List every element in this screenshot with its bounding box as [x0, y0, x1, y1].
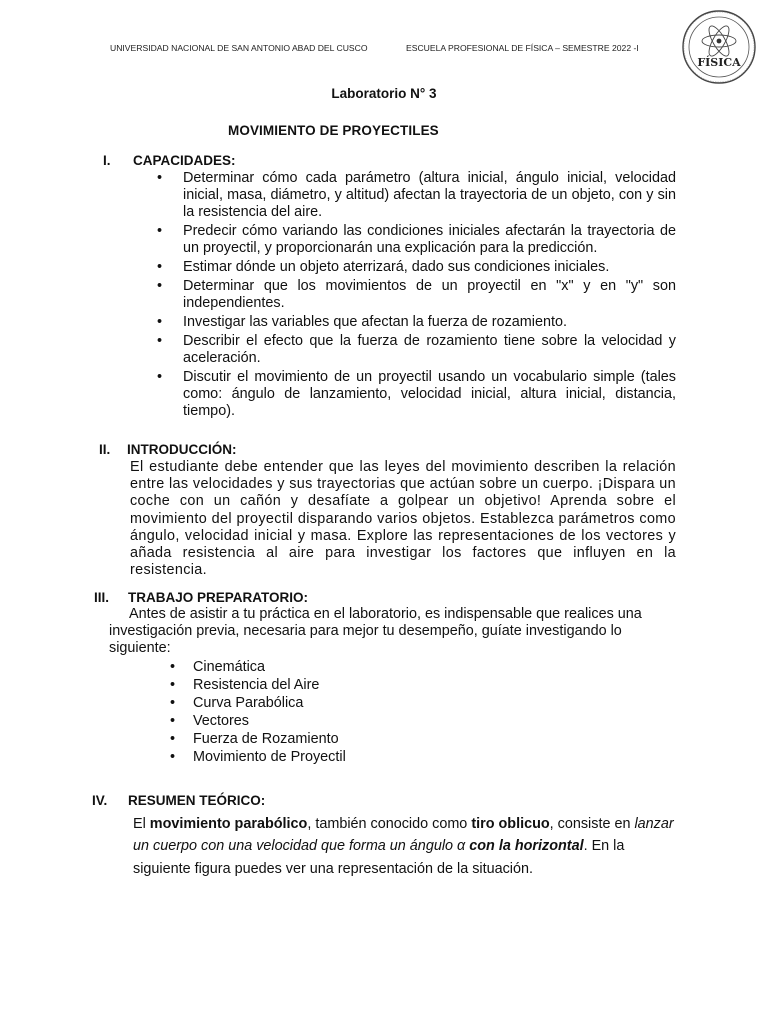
resumen-text: , consiste en: [549, 816, 635, 832]
resumen-bold-term: movimiento parabólico: [149, 816, 308, 832]
resumen-paragraph: [133, 813, 678, 880]
seal-text: FÍSICA: [697, 56, 741, 69]
university-seal-logo: [680, 8, 758, 86]
section-title: RESUMEN TEÓRICO:: [128, 793, 266, 808]
trabajo-paragraph: [109, 606, 676, 658]
section-title: INTRODUCCIÓN:: [127, 442, 237, 457]
resumen-italic-text: lanzar un cuerpo con una velocidad que forma un ángulo α: [133, 816, 674, 855]
resumen-text: . En la siguiente figura puedes ver una representación de la situación.: [133, 838, 625, 877]
list-item: • Predecir cómo variando las condiciones iniciales afectarán la trayectoria de un proyectil, y proporcionarán una explicación para la predicción.: [183, 223, 676, 257]
list-item: • Determinar que los movimientos de un proyectil en "x" y en "y" son independientes.: [183, 278, 676, 312]
list-item: • Cinemática: [193, 658, 346, 676]
list-item: • Fuerza de Rozamiento: [193, 730, 346, 748]
list-item: • Determinar cómo cada parámetro (altura inicial, ángulo inicial, velocidad inicial, masa, diámetro, y altitud) afectan la trayectoria de un objeto, con y sin la resistencia del aire.: [183, 170, 676, 222]
list-item: • Describir el efecto que la fuerza de rozamiento tiene sobre la velocidad y aceleración.: [183, 333, 676, 367]
capacidades-list: [183, 170, 676, 422]
list-item: • Estimar dónde un objeto aterrizará, dado sus condiciones iniciales.: [183, 259, 676, 276]
page-subtitle: MOVIMIENTO DE PROYECTILES: [228, 123, 439, 138]
resumen-bold-italic-text: con la horizontal: [469, 838, 584, 855]
list-item: • Movimiento de Proyectil: [193, 748, 346, 766]
header-university: UNIVERSIDAD NACIONAL DE SAN ANTONIO ABAD DEL CUSCO: [110, 43, 368, 53]
section-introduccion-heading: [99, 442, 237, 457]
page-header: [110, 43, 670, 53]
trabajo-text: Antes de asistir a tu práctica en el laboratorio, es indispensable que realices una investigación previa, necesaria para mejor tu desempeño, guíate investigando lo siguiente:: [109, 606, 642, 657]
list-item: • Vectores: [193, 712, 346, 730]
introduccion-paragraph: El estudiante debe entender que las leyes del movimiento describen la relación entre las velocidades y sus trayectorias que actúan sobre un cuerpo. ¡Dispara un coche con un cañón y desafíate a golpear un objetivo! Aprenda sobre el movimiento del proyectil disparando varios objetos. Establezca parámetros como ángulo, velocidad inicial y masa. Explore las representaciones de los vectores y añada resistencia al aire para investigar los factores que influyen en la resistencia.: [130, 459, 676, 579]
section-number: III.: [94, 590, 110, 605]
section-number: I.: [103, 153, 111, 168]
section-trabajo-heading: [94, 590, 308, 605]
header-school: ESCUELA PROFESIONAL DE FÍSICA – SEMESTRE 2022 -I: [406, 43, 639, 53]
resumen-text: , también conocido como: [307, 816, 472, 832]
seal-icon: [680, 8, 758, 86]
list-item: • Discutir el movimiento de un proyectil usando un vocabulario simple (tales como: ángulo de lanzamiento, velocidad inicial, altura inicial, distancia, tiempo).: [183, 369, 676, 421]
section-number: IV.: [92, 793, 108, 808]
list-item: • Curva Parabólica: [193, 694, 346, 712]
section-title: TRABAJO PREPARATORIO:: [128, 590, 309, 605]
page-title: Laboratorio N° 3: [331, 86, 437, 101]
resumen-bold-term: tiro oblicuo: [471, 816, 550, 832]
section-number: II.: [99, 442, 111, 457]
list-item: • Investigar las variables que afectan la fuerza de rozamiento.: [183, 314, 676, 331]
list-item: • Resistencia del Aire: [193, 676, 346, 694]
resumen-text: El: [133, 816, 150, 832]
trabajo-topics-list: [193, 658, 346, 766]
section-capacidades-heading: [103, 153, 236, 168]
section-resumen-heading: [92, 793, 265, 808]
section-title: CAPACIDADES:: [133, 153, 236, 168]
